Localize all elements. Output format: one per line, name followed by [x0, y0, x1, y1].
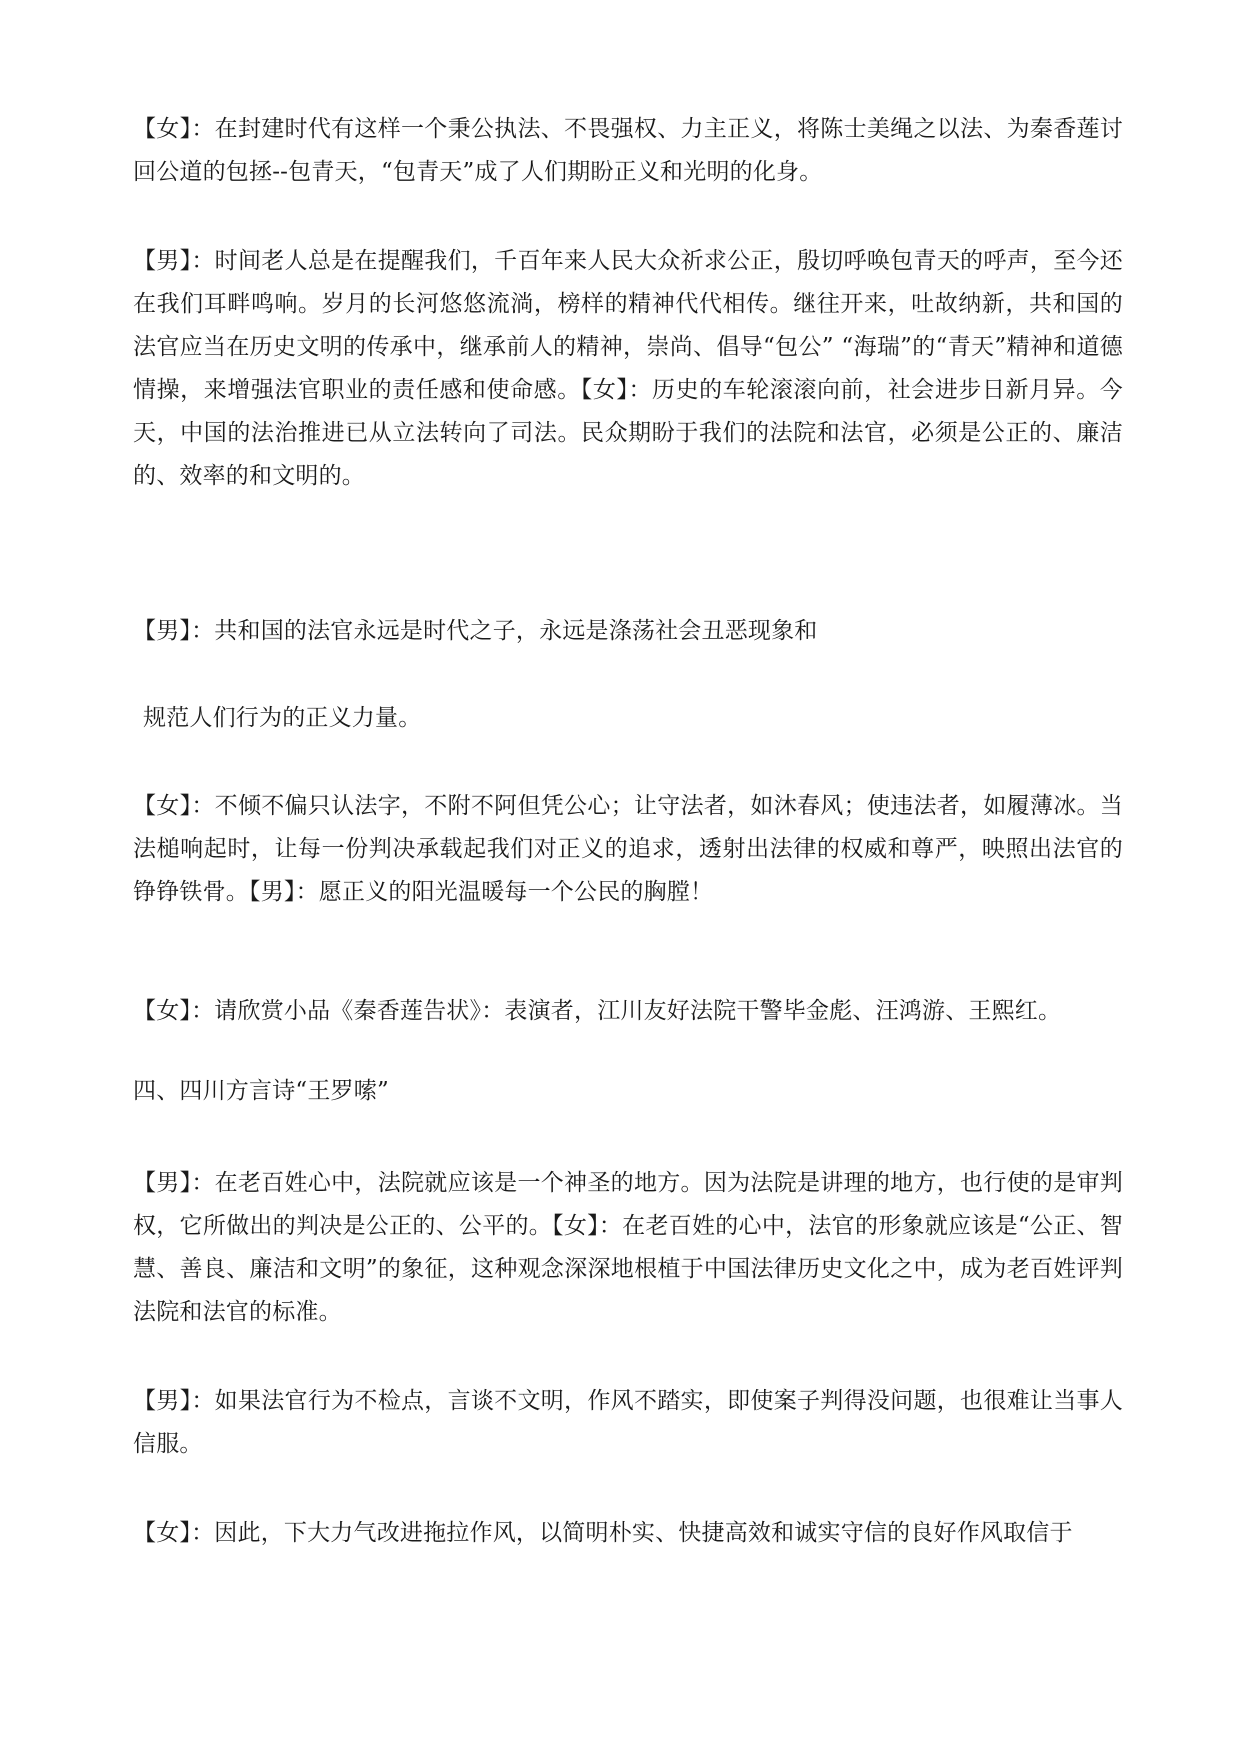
paragraph-3: 【男】：共和国的法官永远是时代之子，永远是涤荡社会丑恶现象和: [133, 618, 818, 644]
paragraph-2: 【男】：时间老人总是在提醒我们，千百年来人民大众祈求公正，殷切呼唤包青天的呼声，至今还在我们耳畔鸣响。岁月的长河悠悠流淌，榜样的精神代代相传。继往开来，吐故纳新，共和国的法官应当在历史文明的传承中，继承前人的精神，崇尚、倡导“包公” “海瑞”的“青天”精神和道德情操，来增强法官职业的责任感和使命感。【女】：历史的车轮滚滚向前，社会进步日新月异。今天，中国的法治推进已从立法转向了司法。民众期盼于我们的法院和法官，必须是公正的、廉洁的、效率的和文明的。: [133, 248, 1123, 489]
section-heading: 四、四川方言诗“王罗嗦”: [133, 1078, 389, 1104]
paragraph-6: 【女】：请欣赏小品《秦香莲告状》：表演者，江川友好法院干警毕金彪、汪鸿游、王熙红。: [133, 998, 1062, 1024]
paragraph-1: 【女】：在封建时代有这样一个秉公执法、不畏强权、力主正义，将陈士美绳之以法、为秦香莲讨回公道的包拯--包青天，“包青天”成了人们期盼正义和光明的化身。: [133, 116, 1123, 185]
paragraph-4: 规范人们行为的正义力量。: [143, 705, 422, 731]
paragraph-8: 【男】：如果法官行为不检点，言谈不文明，作风不踏实，即使案子判得没问题，也很难让当事人信服。: [133, 1388, 1123, 1457]
paragraph-5: 【女】：不倾不偏只认法字，不附不阿但凭公心；让守法者，如沐春风；使违法者，如履薄冰。当法槌响起时，让每一份判决承载起我们对正义的追求，透射出法律的权威和尊严，映照出法官的铮铮铁骨。【男】：愿正义的阳光温暖每一个公民的胸膛！: [133, 793, 1123, 905]
paragraph-9: 【女】：因此，下大力气改进拖拉作风，以简明朴实、快捷高效和诚实守信的良好作风取信于: [133, 1520, 1073, 1546]
paragraph-7: 【男】：在老百姓心中，法院就应该是一个神圣的地方。因为法院是讲理的地方，也行使的是审判权，它所做出的判决是公正的、公平的。【女】：在老百姓的心中，法官的形象就应该是“公正、智慧、善良、廉洁和文明”的象征，这种观念深深地根植于中国法律历史文化之中，成为老百姓评判法院和法官的标准。: [133, 1170, 1123, 1325]
